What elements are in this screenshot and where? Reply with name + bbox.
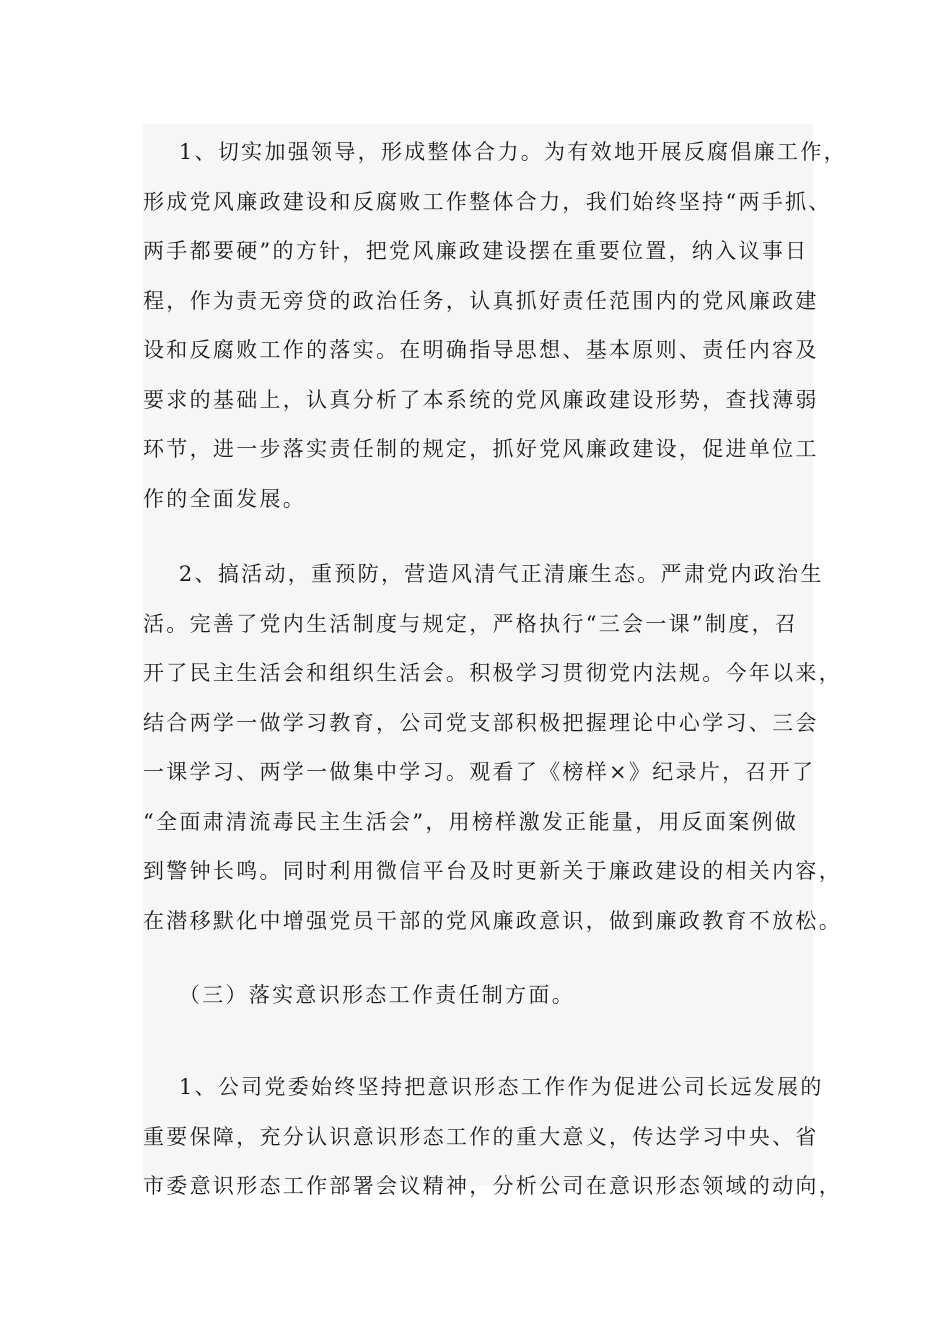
text-line: 一课学习、两学一做集中学习。观看了《榜样×》纪录片，召开了	[143, 760, 816, 784]
section-heading	[143, 971, 813, 1021]
text-line: 重要保障，充分认识意识形态工作的重大意义，传达学习中央、省	[143, 1124, 819, 1149]
text-line: 设和反腐败工作的落实。在明确指导思想、基本原则、责任内容及	[143, 338, 819, 362]
text-line: 市委意识形态工作部署会议精神，分析公司在意识形态领域的动向，	[143, 1174, 842, 1198]
text-line: 要求的基础上，认真分析了本系统的党风廉政建设形势，查找薄弱	[143, 387, 819, 412]
text-line: 开了民主生活会和组织生活会。积极学习贯彻党内法规。今年以来，	[143, 661, 842, 685]
text-line: 2、搞活动，重预防，营造风清气正清廉生态。严肃党内政治生	[143, 562, 824, 586]
text-line: 结合两学一做学习教育，公司党支部积极把握理论中心学习、三会	[143, 710, 819, 735]
text-line: 两手都要硬”的方针，把党风廉政建设摆在重要位置，纳入议事日	[143, 239, 809, 263]
text-line: 在潜移默化中增强党员干部的党风廉政意识，做到廉政教育不放松。	[143, 908, 842, 933]
text-line: 1、切实加强领导，形成整体合力。为有效地开展反腐倡廉工作，	[143, 140, 847, 164]
text-line: 到警钟长鸣。同时利用微信平台及时更新关于廉政建设的相关内容，	[143, 859, 842, 883]
text-line: 环节，进一步落实责任制的规定，抓好党风廉政建设，促进单位工	[143, 437, 819, 461]
paragraph-leadership	[143, 128, 847, 524]
text-line: 作的全面发展。	[143, 486, 307, 511]
text-line: 活。完善了党内生活制度与规定，严格执行“三会一课”制度，召	[143, 611, 799, 636]
text-line: 1、公司党委始终坚持把意识形态工作作为促进公司长远发展的	[143, 1075, 824, 1099]
text-line: “全面肃清流毒民主生活会”，用榜样激发正能量，用反面案例做	[143, 809, 799, 834]
heading-line: （三）落实意识形态工作责任制方面。	[143, 983, 575, 1007]
text-line: 程，作为责无旁贷的政治任务，认真抓好责任范围内的党风廉政建	[143, 288, 819, 313]
paragraph-activities	[143, 550, 842, 946]
document-body	[143, 124, 847, 1198]
text-line: 形成党风廉政建设和反腐败工作整体合力，我们始终坚持“两手抓、	[143, 189, 832, 214]
paragraph-ideology	[143, 1063, 842, 1212]
